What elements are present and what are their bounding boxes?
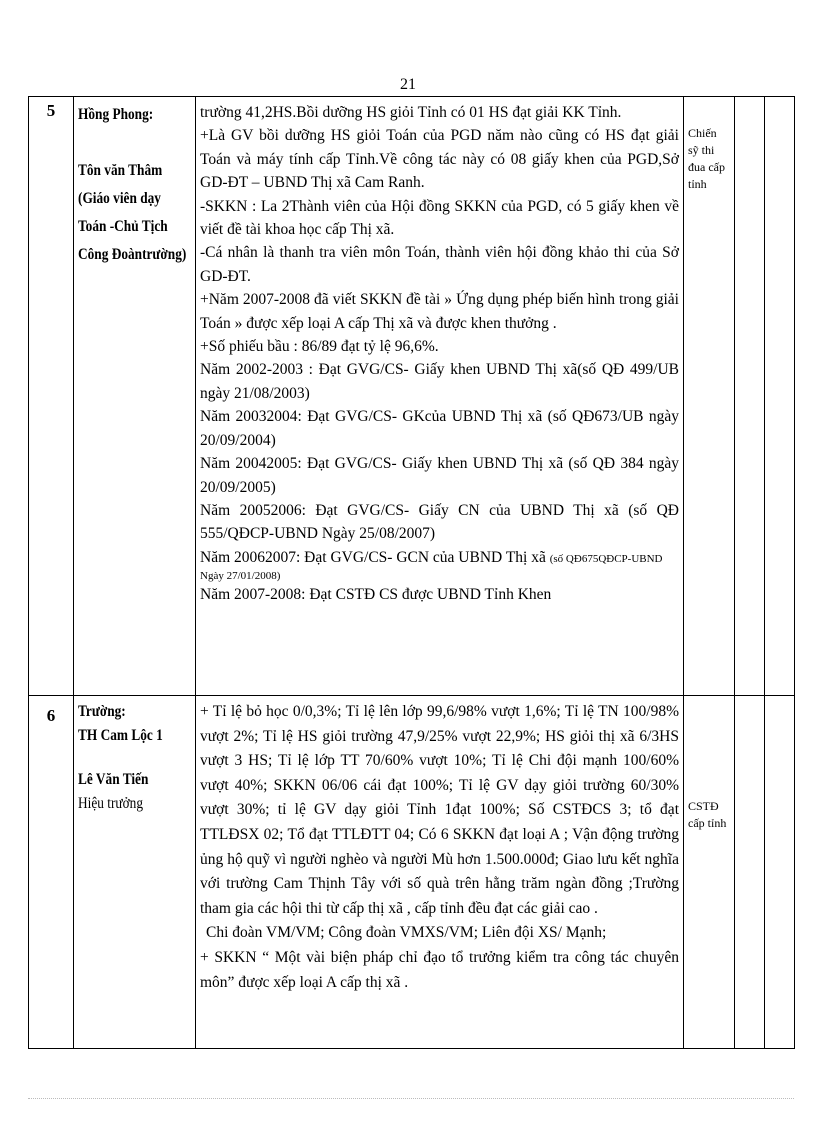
empty-cell (765, 97, 795, 696)
name-line: TH Cam Lộc 1 (78, 727, 163, 744)
name-line: Hồng Phong: (78, 106, 154, 123)
achievement-line (200, 546, 679, 569)
achievement-line: Năm 2002-2003 : Đạt GVG/CS- Giấy khen UBND Thị xã(số QĐ 499/UB ngày 21/08/2003) (200, 361, 679, 402)
name-line: Trường: (78, 703, 126, 720)
empty-cell (765, 696, 795, 1049)
award-title-cell (684, 696, 735, 1049)
achievement-line: +Năm 2007-2008 đã viết SKKN đề tài » Ứng dụng phép biến hình trong giải Toán » được xếp loại A cấp Thị xã và được khen thưởng . (200, 291, 679, 332)
page-bottom-rule (28, 1098, 794, 1099)
emulation-table (28, 96, 795, 1049)
achievement-line: Chi đoàn VM/VM; Công đoàn VMXS/VM; Liên đội XS/ Mạnh; (206, 924, 607, 942)
name-cell (74, 97, 196, 696)
achievement-line: + SKKN “ Một vài biện pháp chỉ đạo tổ trưởng kiểm tra công tác chuyên môn” được xếp loại A cấp thị xã . (200, 948, 679, 991)
achievement-line: -SKKN : La 2Thành viên của Hội đồng SKKN của PGD, có 5 giấy khen về viết đề tài khoa học cấp Thị xã. (200, 197, 679, 239)
award-title-cell (684, 97, 735, 696)
name-line: Công Đoàntrường) (78, 246, 187, 263)
empty-cell (735, 696, 765, 1049)
table-row (29, 696, 795, 1049)
name-line: Toán -Chủ Tịch (78, 218, 168, 235)
decision-note: (số QĐ675QĐCP-UBND (549, 552, 663, 565)
achievement-line: Năm 20052006: Đạt GVG/CS- Giấy CN của UBND Thị xã (số QĐ 555/QĐCP-UBND Ngày 25/08/2007) (200, 501, 679, 543)
name-line: (Giáo viên dạy (78, 190, 161, 207)
achievement-line: +Là GV bồi dưỡng HS giỏi Toán của PGD năm nào cũng có HS đạt giải Toán và máy tính cấp Tỉnh.Về công tác này có 08 giấy khen của PGD,Sở GD-ĐT – UBND Thị xã Cam Ranh. (200, 127, 679, 192)
achievement-line: Năm 20042005: Đạt GVG/CS- Giấy khen UBND Thị xã (số QĐ 384 ngày 20/09/2005) (200, 455, 679, 496)
row-number: 5 (29, 97, 74, 696)
award-title: CSTĐ cấp tỉnh (688, 799, 727, 830)
empty-cell (735, 97, 765, 696)
achievement-line: -Cá nhân là thanh tra viên môn Toán, thành viên hội đồng khảo thi của Sở GD-ĐT. (200, 244, 679, 285)
achievement-text: Năm 20062007: Đạt GVG/CS- GCN của UBND Thị xã (200, 548, 550, 566)
row-number: 6 (29, 696, 74, 1049)
name-spacer (78, 129, 192, 157)
achievement-line: Năm 2007-2008: Đạt CSTĐ CS được UBND Tỉnh Khen (200, 586, 552, 604)
table-row (29, 97, 795, 696)
name-cell (74, 696, 196, 1049)
page-number: 21 (400, 76, 416, 93)
achievement-line: +Số phiếu bầu : 86/89 đạt tỷ lệ 96,6%. (200, 338, 439, 356)
name-spacer (78, 748, 192, 768)
achievement-line: Năm 20032004: Đạt GVG/CS- GKcủa UBND Thị xã (số QĐ673/UB ngày 20/09/2004) (200, 408, 679, 449)
achievement-cell (196, 696, 684, 1049)
name-line: Lê Văn Tiến (78, 771, 149, 788)
name-line: Hiệu trưởng (78, 795, 143, 812)
achievement-cell (196, 97, 684, 696)
award-title: Chiến sỹ thi đua cấp tỉnh (688, 126, 725, 191)
achievement-line: trường 41,2HS.Bồi dưỡng HS giỏi Tỉnh có 01 HS đạt giải KK Tỉnh. (200, 104, 622, 121)
achievement-line: + Tỉ lệ bỏ học 0/0,3%; Tỉ lệ lên lớp 99,6/98% vượt 1,6%; Tỉ lệ TN 100/98% vượt 2%; Tỉ lệ HS giỏi trường 47,9/25% vượt 22,9%; HS giỏi thị xã 6/3HS vượt 3 HS; Tỉ lệ lớp TT 70/60% vượt 10%; Tỉ lệ Chi đội mạnh 100/60% vượt 40%; SKKN 06/06 cái đạt 100%; Tỉ lệ GV dạy giỏi trường 60/30% vượt 30%; tỉ lệ GV dạy giỏi Tỉnh 1đạt 100%; Số CSTĐCS 3; tổ đạt TTLĐSX 02; Tổ đạt TTLĐTT 04; Có 6 SKKN đạt loại A ; Vận động trường ủng hộ quỹ vì người nghèo và người Mù hơn 1.500.000đ; Giao lưu kết nghĩa với trường Cam Thịnh Tây với số quà trên hằng trăm ngàn đồng ;Trường tham gia các hội thi từ cấp thị xã , cấp tỉnh đều đạt các giải cao . (200, 703, 679, 917)
decision-date-note: Ngày 27/01/2008) (200, 570, 281, 583)
name-line: Tôn văn Thâm (78, 162, 163, 179)
